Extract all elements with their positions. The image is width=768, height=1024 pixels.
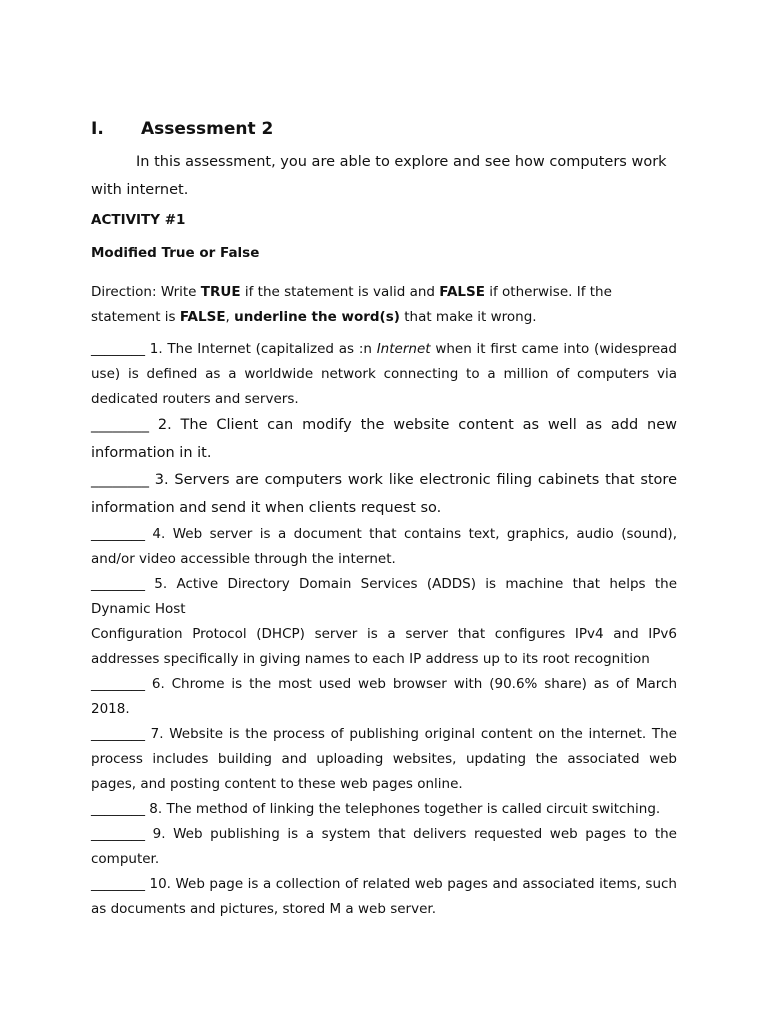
question-item-3: ________ 3. Servers are computers work like electronic filing cabinets that store information and send it when clients request so. xyxy=(91,472,677,516)
assessment-heading xyxy=(91,119,273,139)
question-item-6: ________ 6. Chrome is the most used web browser with (90.6% share) as of March 2018. xyxy=(91,676,677,717)
activity-label: ACTIVITY #1 xyxy=(91,212,186,228)
direction-text: that make it wrong. xyxy=(399,309,537,325)
direction-text: if otherwise. If the statement is xyxy=(91,284,612,325)
question-list xyxy=(91,337,677,922)
question-item-4: ________ 4. Web server is a document that contains text, graphics, audio (sound), and/or video accessible through the internet. xyxy=(91,526,677,567)
question-item-1 xyxy=(91,337,677,412)
intro-paragraph: In this assessment, you are able to explore and see how computers work with internet. xyxy=(91,154,667,198)
question-item-2: ________ 2. The Client can modify the website content as well as add new information in it. xyxy=(91,417,677,461)
question-item-7: ________ 7. Website is the process of publishing original content on the internet. The process includes building and uploading websites, updating the associated web pages, and posting content to these web pages online. xyxy=(91,726,677,792)
direction-text: if the statement is valid and xyxy=(240,284,440,300)
direction-true-word: TRUE xyxy=(200,284,241,300)
question-5-line-1: ________ 5. Active Directory Domain Services (ADDS) is machine that helps the xyxy=(91,576,677,592)
direction-false-word: FALSE xyxy=(179,309,226,325)
question-5-line-4: addresses specifically in giving names to each IP address up to its root recognition xyxy=(91,651,650,667)
question-5-line-2: Dynamic Host xyxy=(91,601,186,617)
question-item-9: ________ 9. Web publishing is a system that delivers requested web pages to the computer. xyxy=(91,826,677,867)
question-text: ________ 1. The Internet (capitalized as :n xyxy=(91,341,377,357)
question-emphasis: Internet xyxy=(376,341,431,357)
activity-subtitle: Modified True or False xyxy=(91,245,260,261)
question-item-5 xyxy=(91,572,677,672)
heading-title: Assessment 2 xyxy=(141,119,274,139)
question-item-10: ________ 10. Web page is a collection of related web pages and associated items, such as documents and pictures, stored M a web server. xyxy=(91,876,677,917)
question-item-8: ________ 8. The method of linking the telephones together is called circuit switching. xyxy=(91,801,661,817)
direction-text: Direction: Write xyxy=(91,284,201,300)
direction-false-word: FALSE xyxy=(439,284,485,300)
question-5-line-3: Configuration Protocol (DHCP) server is a server that configures IPv4 and IPv6 xyxy=(91,626,677,642)
heading-number: I. xyxy=(91,119,104,139)
direction-underline-instruction: underline the word(s) xyxy=(234,309,400,325)
direction-text: , xyxy=(225,309,235,325)
question-text: when it first came into (widespread use) is defined as a worldwide network connecting to a million of computers via dedicated routers and servers. xyxy=(91,341,677,407)
direction-paragraph xyxy=(91,280,677,330)
